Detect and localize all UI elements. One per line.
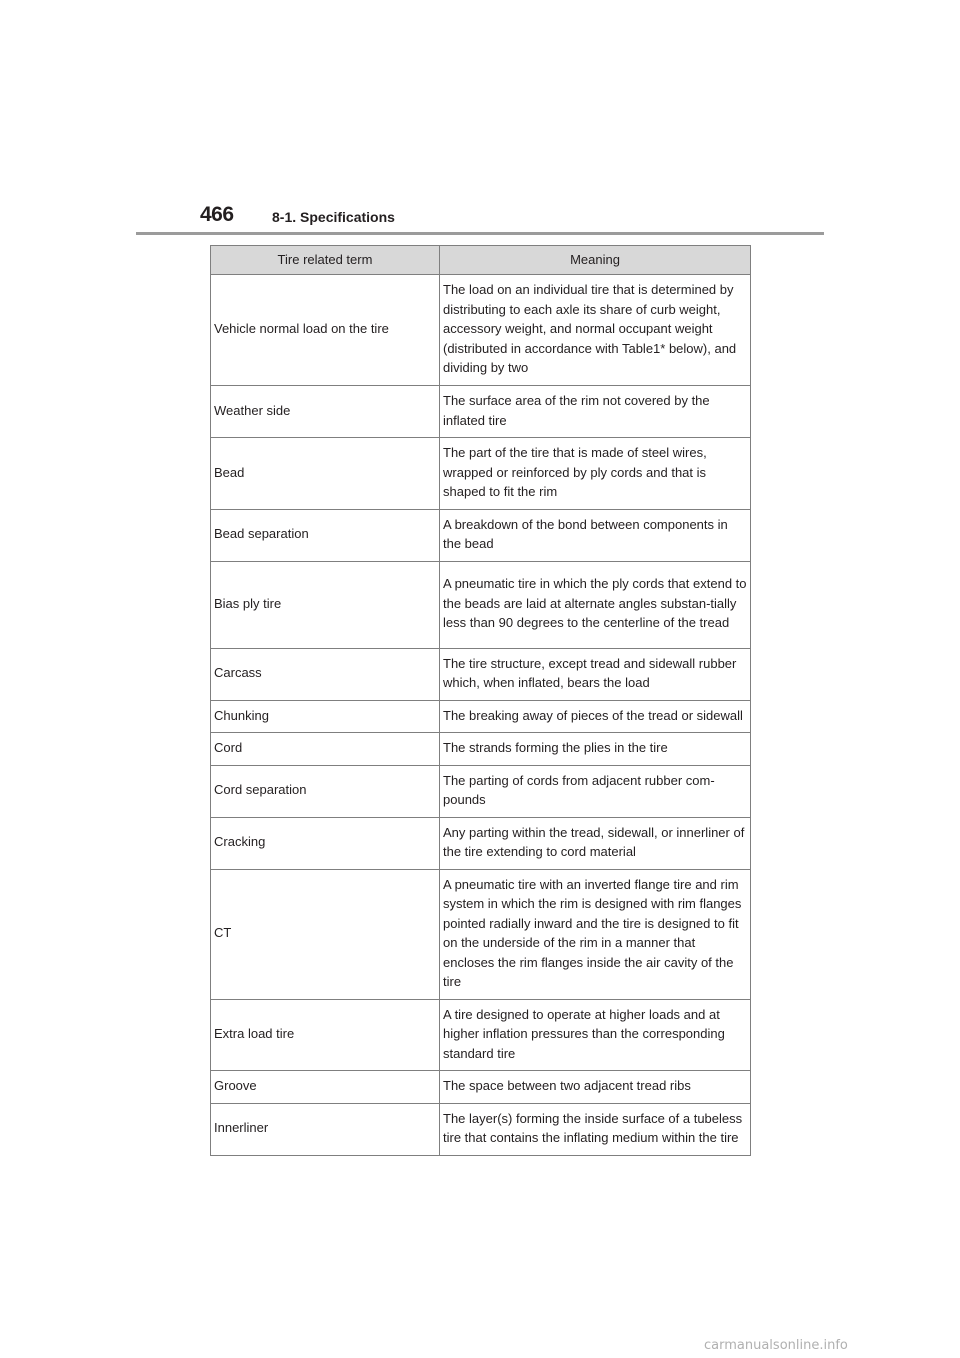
table-header-row [211,246,751,275]
term-cell: Groove [211,1071,440,1104]
tire-terms-table [210,245,751,1156]
meaning-cell: Any parting within the tread, sidewall, or innerliner of the tire extending to cord material [440,817,751,869]
term-cell: Weather side [211,386,440,438]
meaning-cell: A tire designed to operate at higher loads and at higher inflation pressures than the corresponding standard tire [440,999,751,1071]
meaning-cell: The parting of cords from adjacent rubber com-pounds [440,765,751,817]
term-cell: Bead separation [211,509,440,561]
term-cell: Vehicle normal load on the tire [211,275,440,386]
table-row [211,386,751,438]
meaning-cell: A pneumatic tire in which the ply cords that extend to the beads are laid at alternate angles substan-tially less than 90 degrees to the centerline of the tread [440,561,751,648]
meaning-cell: A pneumatic tire with an inverted flange tire and rim system in which the rim is designed with rim flanges pointed radially inward and the tire is designed to fit on the underside of the rim in a manner that encloses the rim flanges inside the air cavity of the tire [440,869,751,999]
term-cell: Cord [211,733,440,766]
term-cell: Cord separation [211,765,440,817]
meaning-cell: A breakdown of the bond between components in the bead [440,509,751,561]
term-cell: Innerliner [211,1103,440,1155]
term-cell: Carcass [211,648,440,700]
table-row [211,275,751,386]
meaning-cell: The breaking away of pieces of the tread or sidewall [440,700,751,733]
header-divider [136,232,824,235]
table-row [211,700,751,733]
page-header [200,203,824,233]
term-cell: CT [211,869,440,999]
table-row [211,817,751,869]
column-header-meaning: Meaning [440,246,751,275]
section-title: 8-1. Specifications [272,209,395,225]
table-row [211,999,751,1071]
meaning-cell: The tire structure, except tread and sidewall rubber which, when inflated, bears the load [440,648,751,700]
table-row [211,733,751,766]
table-row [211,1103,751,1155]
meaning-cell: The space between two adjacent tread ribs [440,1071,751,1104]
table-row [211,438,751,510]
table-row [211,648,751,700]
term-cell: Chunking [211,700,440,733]
term-cell: Cracking [211,817,440,869]
meaning-cell: The layer(s) forming the inside surface of a tubeless tire that contains the inflating medium within the tire [440,1103,751,1155]
term-cell: Extra load tire [211,999,440,1071]
table-row [211,765,751,817]
table-row [211,509,751,561]
page-number: 466 [200,203,234,226]
meaning-cell: The part of the tire that is made of steel wires, wrapped or reinforced by ply cords and that is shaped to fit the rim [440,438,751,510]
meaning-cell: The surface area of the rim not covered by the inflated tire [440,386,751,438]
meaning-cell: The strands forming the plies in the tire [440,733,751,766]
meaning-cell: The load on an individual tire that is determined by distributing to each axle its share of curb weight, accessory weight, and normal occupant weight (distributed in accordance with Table1* below), and dividing by two [440,275,751,386]
watermark: carmanualsonline.info [704,1338,848,1353]
table-row [211,869,751,999]
table-row [211,561,751,648]
table-row [211,1071,751,1104]
term-cell: Bead [211,438,440,510]
column-header-term: Tire related term [211,246,440,275]
term-cell: Bias ply tire [211,561,440,648]
